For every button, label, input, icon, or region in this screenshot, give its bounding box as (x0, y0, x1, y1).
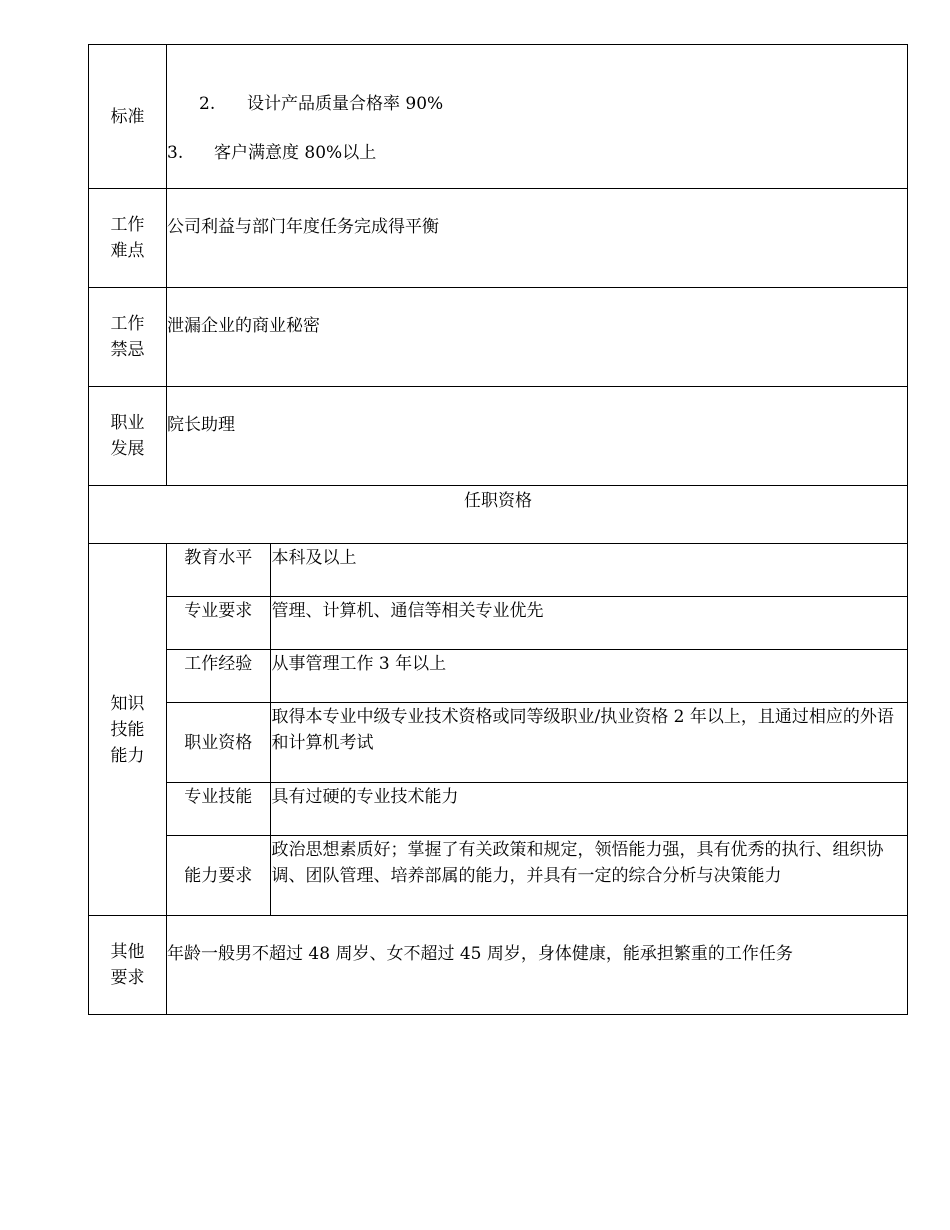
qualifications-title-row (89, 486, 908, 544)
qualifications-category-line1: 知识 (110, 693, 145, 714)
career-text: 院长助理 (167, 415, 235, 435)
qualification-label-experience: 工作经验 (167, 650, 270, 703)
qualifications-category-cell (89, 544, 167, 916)
qualification-row-experience (167, 650, 907, 703)
qualification-row-major (167, 597, 907, 650)
qualification-value-major: 管理、计算机、通信等相关专业优先 (270, 597, 907, 650)
qualification-value-experience: 从事管理工作 3 年以上 (270, 650, 907, 703)
standard-content-cell (167, 45, 908, 189)
career-label-line1: 职业 (110, 413, 145, 433)
career-row (89, 387, 908, 486)
other-row (89, 916, 908, 1015)
difficulty-text: 公司利益与部门年度任务完成得平衡 (167, 217, 439, 237)
qualifications-title: 任职资格 (89, 486, 908, 544)
other-content-cell (167, 916, 908, 1015)
qualifications-detail-table (167, 544, 907, 915)
taboo-label-line2: 禁忌 (110, 340, 145, 360)
qualification-value-skills: 具有过硬的专业技术能力 (270, 783, 907, 836)
qualification-label-abilities: 能力要求 (167, 836, 270, 916)
difficulty-label-cell (89, 189, 167, 288)
standard-row (89, 45, 908, 189)
career-content-cell (167, 387, 908, 486)
other-label-line2: 要求 (110, 968, 145, 988)
qualifications-detail-cell (167, 544, 908, 916)
standard-item-2 (199, 91, 443, 117)
standard-item-3 (167, 140, 376, 166)
standard-label: 标准 (110, 106, 145, 127)
standard-item-2-number: 2. (199, 94, 216, 114)
other-label-line1: 其他 (110, 942, 145, 962)
standard-item-3-number: 3. (167, 143, 184, 163)
qualifications-category-line2: 技能 (110, 719, 145, 740)
taboo-label-line1: 工作 (110, 314, 145, 334)
qualification-row-certification (167, 703, 907, 783)
qualifications-row (89, 544, 908, 916)
difficulty-content-cell (167, 189, 908, 288)
career-label-cell (89, 387, 167, 486)
qualification-label-certification: 职业资格 (167, 703, 270, 783)
other-text: 年龄一般男不超过 48 周岁、女不超过 45 周岁，身体健康，能承担繁重的工作任务 (167, 944, 793, 964)
difficulty-label-line2: 难点 (110, 241, 145, 261)
standard-item-3-text: 客户满意度 80%以上 (214, 143, 377, 163)
taboo-row (89, 288, 908, 387)
standard-label-cell (89, 45, 167, 189)
other-label-cell (89, 916, 167, 1015)
qualification-label-education: 教育水平 (167, 544, 270, 597)
qualification-row-skills (167, 783, 907, 836)
qualifications-category-line3: 能力 (110, 745, 145, 766)
job-description-table (88, 44, 908, 1015)
taboo-text: 泄漏企业的商业秘密 (167, 316, 320, 336)
career-label-line2: 发展 (110, 439, 145, 459)
qualification-value-education: 本科及以上 (270, 544, 907, 597)
taboo-label-cell (89, 288, 167, 387)
standard-item-2-text: 设计产品质量合格率 90% (247, 94, 444, 114)
qualification-label-skills: 专业技能 (167, 783, 270, 836)
difficulty-row (89, 189, 908, 288)
qualification-label-major: 专业要求 (167, 597, 270, 650)
qualification-row-education (167, 544, 907, 597)
difficulty-label-line1: 工作 (110, 215, 145, 235)
qualification-row-abilities (167, 836, 907, 916)
qualification-value-certification: 取得本专业中级专业技术资格或同等级职业/执业资格 2 年以上，且通过相应的外语和计算机考试 (270, 703, 907, 783)
qualification-value-abilities: 政治思想素质好；掌握了有关政策和规定，领悟能力强，具有优秀的执行、组织协调、团队管理、培养部属的能力，并具有一定的综合分析与决策能力 (270, 836, 907, 916)
taboo-content-cell (167, 288, 908, 387)
